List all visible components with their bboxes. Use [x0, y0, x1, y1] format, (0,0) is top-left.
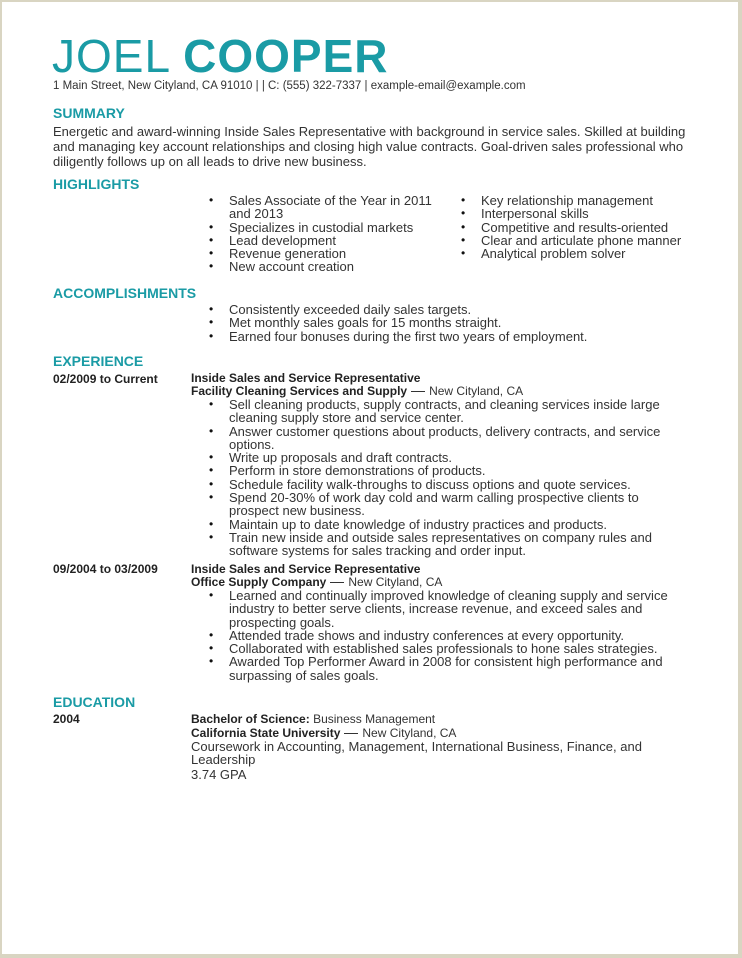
list-item: • Sell cleaning products, supply contracts, and cleaning services inside large cleaning supply store and service center.: [209, 398, 687, 425]
list-item: • Awarded Top Performer Award in 2008 for consistent high performance and surpassing of sales goals.: [209, 655, 687, 682]
list-item: • Revenue generation: [209, 247, 439, 260]
resume-page: [2, 2, 738, 954]
school-name: California State University: [191, 726, 341, 740]
highlights-left-list: [209, 194, 439, 274]
degree-line: [191, 712, 435, 726]
dash-separator: [411, 391, 425, 392]
coursework: Coursework in Accounting, Management, International Business, Finance, and Leadership: [191, 739, 642, 768]
highlights-heading: HIGHLIGHTS: [53, 176, 140, 192]
first-name: JOEL: [52, 30, 170, 82]
list-item: • Competitive and results-oriented: [461, 221, 701, 234]
accomplishments-heading: ACCOMPLISHMENTS: [53, 285, 197, 301]
list-item: • Maintain up to date knowledge of industry practices and products.: [209, 518, 687, 531]
job-1-location: New Cityland, CA: [429, 384, 524, 398]
list-item: • Attended trade shows and industry conferences at every opportunity.: [209, 629, 687, 642]
job-2-dates: 09/2004 to 03/2009: [53, 562, 158, 576]
list-item: • Learned and continually improved knowledge of cleaning supply and service industry to better serve clients, increase revenue, and exceed sales and prospecting goals.: [209, 589, 687, 629]
job-2-location: New Cityland, CA: [348, 575, 443, 589]
list-item: • Specializes in custodial markets: [209, 221, 439, 234]
candidate-name: [52, 28, 389, 84]
education-year: 2004: [53, 712, 80, 726]
list-item: • Collaborated with established sales professionals to hone sales strategies.: [209, 642, 687, 655]
highlights-right-list: [461, 194, 701, 260]
job-1-company: Facility Cleaning Services and Supply: [191, 384, 408, 398]
list-item: • Analytical problem solver: [461, 247, 701, 260]
list-item: • Lead development: [209, 234, 439, 247]
list-item: • Earned four bonuses during the first two years of employment.: [209, 330, 709, 343]
list-item: • Interpersonal skills: [461, 207, 701, 220]
list-item: • Key relationship management: [461, 194, 701, 207]
list-item: • Consistently exceeded daily sales targets.: [209, 303, 709, 316]
job-1-duties-list: [209, 398, 687, 558]
list-item: • New account creation: [209, 260, 439, 273]
degree: Bachelor of Science:: [191, 712, 310, 726]
job-1-dates: 02/2009 to Current: [53, 372, 158, 386]
job-2-duties-list: [209, 589, 687, 682]
education-heading: EDUCATION: [53, 694, 136, 710]
job-2-company-line: [191, 575, 442, 589]
list-item: • Spend 20-30% of work day cold and warm calling prospective clients to prospect new business.: [209, 491, 687, 518]
list-item: • Perform in store demonstrations of products.: [209, 464, 687, 477]
school-line: [191, 726, 456, 740]
list-item: • Schedule facility walk-throughs to discuss options and quote services.: [209, 478, 687, 491]
list-item: • Answer customer questions about products, delivery contracts, and service options.: [209, 425, 687, 452]
last-name: COOPER: [183, 30, 389, 82]
school-location: New Cityland, CA: [362, 726, 457, 740]
job-2-company: Office Supply Company: [191, 575, 327, 589]
degree-field: Business Management: [313, 712, 436, 726]
list-item: • Clear and articulate phone manner: [461, 234, 701, 247]
dash-separator: [344, 733, 358, 734]
contact-line: 1 Main Street, New Cityland, CA 91010 | | C: (555) 322-7337 | example-email@example.com: [53, 80, 526, 92]
job-1-title: Inside Sales and Service Representative: [191, 371, 421, 385]
summary-heading: SUMMARY: [53, 105, 125, 121]
list-item: • Sales Associate of the Year in 2011 and 2013: [209, 194, 439, 221]
job-2-title: Inside Sales and Service Representative: [191, 562, 421, 576]
gpa: 3.74 GPA: [191, 767, 247, 782]
list-item: • Train new inside and outside sales representatives on company rules and software systems for sales tracking and order input.: [209, 531, 687, 558]
list-item: • Met monthly sales goals for 15 months straight.: [209, 316, 709, 329]
experience-heading: EXPERIENCE: [53, 353, 144, 369]
summary-text: Energetic and award-winning Inside Sales Representative with background in service sales. Skilled at building and managing key account relationships and closing high value contracts. Goal-driven sales professional who diligently follows up on all leads to drive new business.: [53, 124, 686, 169]
accomplishments-list: [209, 303, 709, 343]
job-1-company-line: [191, 384, 523, 398]
dash-separator: [330, 582, 344, 583]
list-item: • Write up proposals and draft contracts.: [209, 451, 687, 464]
